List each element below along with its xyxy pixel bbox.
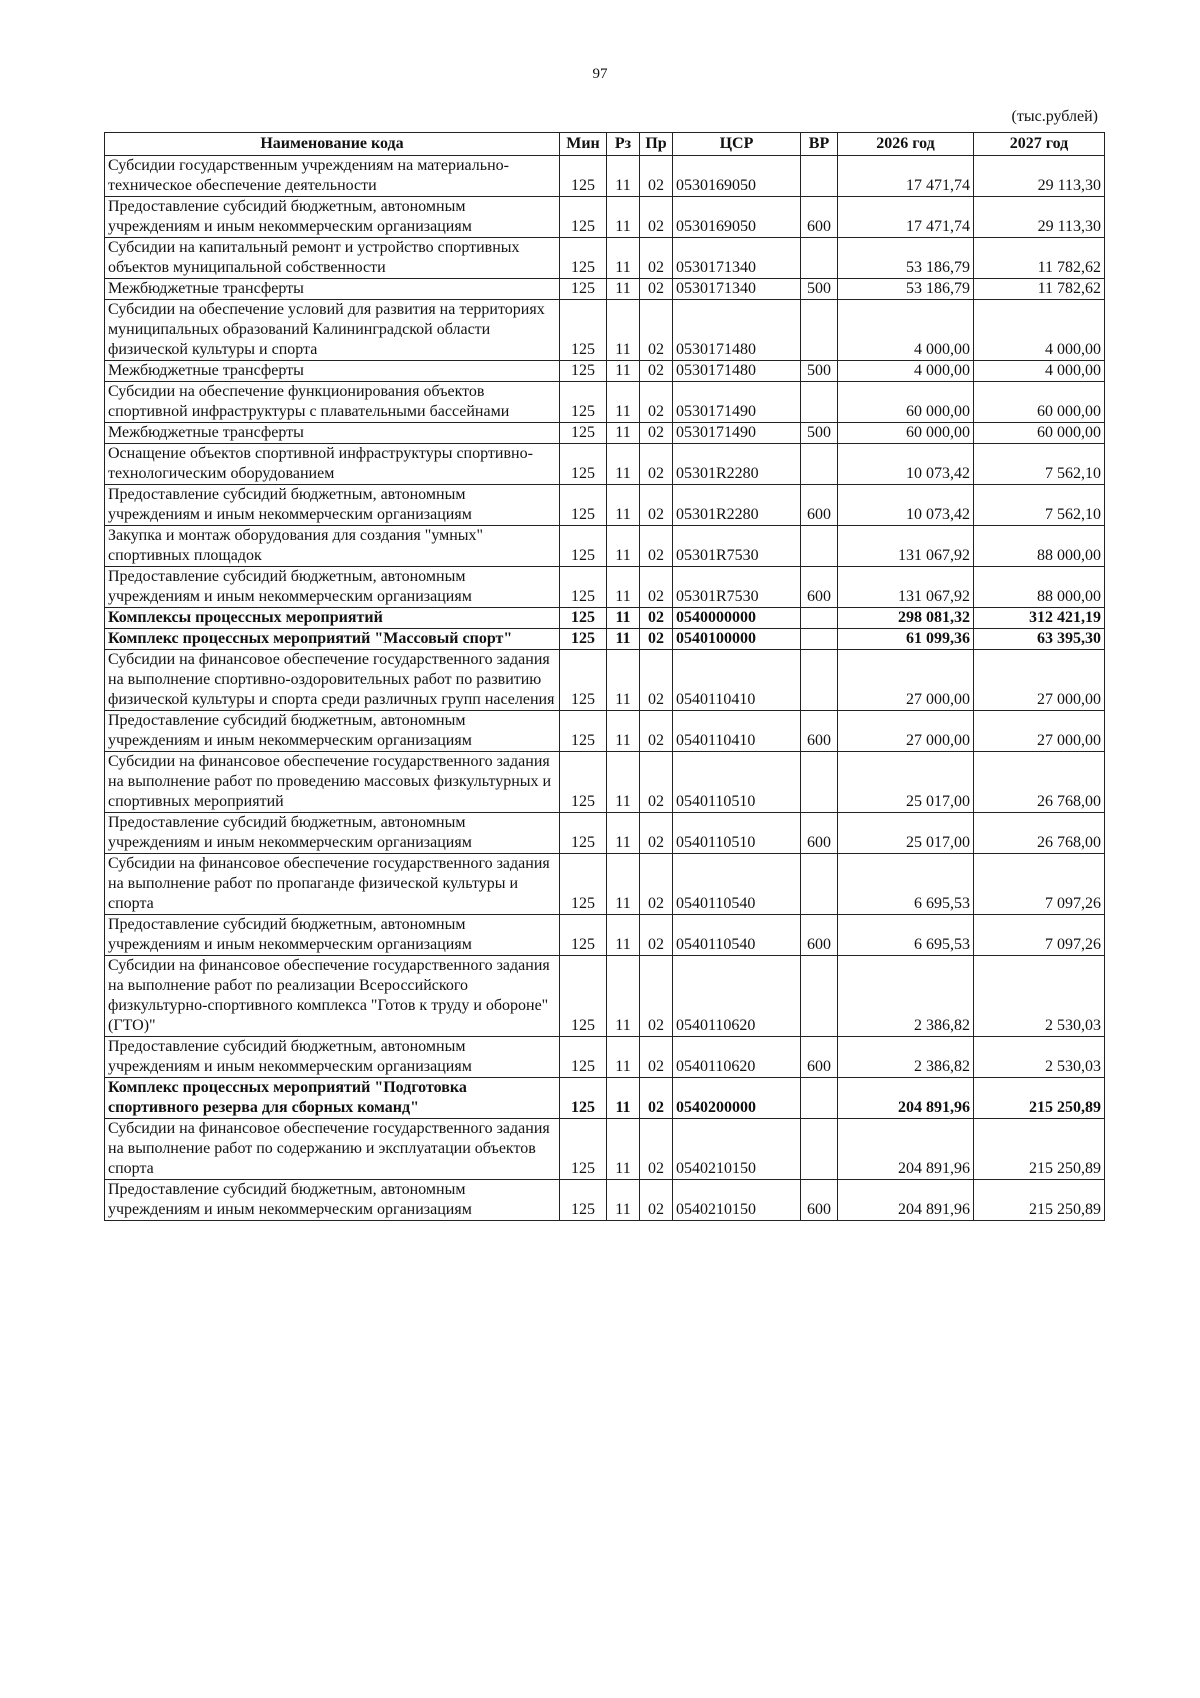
cell-2027: 2 530,03 — [974, 956, 1105, 1037]
table-row — [105, 300, 1105, 361]
cell-rz: 11 — [607, 526, 640, 567]
cell-pr: 02 — [640, 156, 673, 197]
cell-rz: 11 — [607, 1078, 640, 1119]
cell-vr: 500 — [801, 423, 838, 444]
cell-pr: 02 — [640, 1037, 673, 1078]
cell-name: Субсидии на финансовое обеспечение государственного задания на выполнение работ по содержанию и эксплуатации объектов спорта — [105, 1119, 560, 1180]
cell-vr — [801, 752, 838, 813]
cell-2026: 6 695,53 — [838, 854, 974, 915]
table-row — [105, 650, 1105, 711]
cell-rz: 11 — [607, 711, 640, 752]
cell-vr — [801, 526, 838, 567]
cell-rz: 11 — [607, 156, 640, 197]
cell-2027: 60 000,00 — [974, 382, 1105, 423]
cell-2027: 88 000,00 — [974, 567, 1105, 608]
cell-min: 125 — [560, 1180, 607, 1221]
cell-min: 125 — [560, 629, 607, 650]
cell-name: Предоставление субсидий бюджетным, автономным учреждениям и иным некоммерческим организациям — [105, 485, 560, 526]
cell-vr: 600 — [801, 567, 838, 608]
cell-name: Закупка и монтаж оборудования для создания "умных" спортивных площадок — [105, 526, 560, 567]
table-row — [105, 444, 1105, 485]
cell-min: 125 — [560, 915, 607, 956]
cell-vr — [801, 444, 838, 485]
cell-2026: 17 471,74 — [838, 197, 974, 238]
cell-2026: 4 000,00 — [838, 361, 974, 382]
cell-2027: 215 250,89 — [974, 1180, 1105, 1221]
cell-name: Субсидии на финансовое обеспечение государственного задания на выполнение работ по пропаганде физической культуры и спорта — [105, 854, 560, 915]
cell-pr: 02 — [640, 300, 673, 361]
cell-rz: 11 — [607, 197, 640, 238]
table-row — [105, 567, 1105, 608]
cell-vr — [801, 629, 838, 650]
cell-2026: 10 073,42 — [838, 485, 974, 526]
cell-csr: 0530171490 — [673, 423, 801, 444]
cell-2027: 4 000,00 — [974, 361, 1105, 382]
cell-2026: 10 073,42 — [838, 444, 974, 485]
col-header-rz: Рз — [607, 133, 640, 156]
cell-vr: 600 — [801, 711, 838, 752]
cell-name: Субсидии на финансовое обеспечение государственного задания на выполнение спортивно-оздоровительных работ по развитию физической культуры и спорта среди различных групп населения — [105, 650, 560, 711]
cell-2026: 17 471,74 — [838, 156, 974, 197]
cell-2026: 27 000,00 — [838, 650, 974, 711]
cell-name: Субсидии государственным учреждениям на материально-техническое обеспечение деятельности — [105, 156, 560, 197]
col-header-2026: 2026 год — [838, 133, 974, 156]
cell-min: 125 — [560, 156, 607, 197]
cell-pr: 02 — [640, 1119, 673, 1180]
cell-min: 125 — [560, 444, 607, 485]
cell-pr: 02 — [640, 650, 673, 711]
cell-rz: 11 — [607, 361, 640, 382]
cell-2027: 27 000,00 — [974, 650, 1105, 711]
cell-min: 125 — [560, 752, 607, 813]
cell-2026: 2 386,82 — [838, 956, 974, 1037]
cell-rz: 11 — [607, 300, 640, 361]
cell-2027: 7 562,10 — [974, 485, 1105, 526]
col-header-name: Наименование кода — [105, 133, 560, 156]
cell-pr: 02 — [640, 629, 673, 650]
table-row — [105, 485, 1105, 526]
cell-name: Комплексы процессных мероприятий — [105, 608, 560, 629]
cell-vr: 500 — [801, 361, 838, 382]
col-header-vr: ВР — [801, 133, 838, 156]
cell-vr: 600 — [801, 915, 838, 956]
cell-2026: 4 000,00 — [838, 300, 974, 361]
cell-csr: 0540110410 — [673, 650, 801, 711]
cell-rz: 11 — [607, 608, 640, 629]
cell-name: Субсидии на капитальный ремонт и устройство спортивных объектов муниципальной собственности — [105, 238, 560, 279]
cell-pr: 02 — [640, 1078, 673, 1119]
cell-2026: 60 000,00 — [838, 382, 974, 423]
table-row — [105, 1037, 1105, 1078]
cell-2027: 11 782,62 — [974, 238, 1105, 279]
cell-csr: 0540210150 — [673, 1180, 801, 1221]
cell-pr: 02 — [640, 813, 673, 854]
cell-min: 125 — [560, 608, 607, 629]
table-row — [105, 956, 1105, 1037]
cell-2027: 29 113,30 — [974, 156, 1105, 197]
cell-pr: 02 — [640, 956, 673, 1037]
table-row — [105, 813, 1105, 854]
cell-csr: 0530171480 — [673, 361, 801, 382]
cell-rz: 11 — [607, 752, 640, 813]
cell-rz: 11 — [607, 423, 640, 444]
table-row — [105, 423, 1105, 444]
cell-2027: 7 097,26 — [974, 854, 1105, 915]
cell-name: Субсидии на обеспечение условий для развития на территориях муниципальных образований Калининградской области физической культуры и спорта — [105, 300, 560, 361]
cell-min: 125 — [560, 197, 607, 238]
cell-vr — [801, 854, 838, 915]
cell-name: Предоставление субсидий бюджетным, автономным учреждениям и иным некоммерческим организациям — [105, 813, 560, 854]
cell-vr: 600 — [801, 1037, 838, 1078]
cell-2026: 27 000,00 — [838, 711, 974, 752]
cell-2027: 4 000,00 — [974, 300, 1105, 361]
cell-pr: 02 — [640, 608, 673, 629]
cell-csr: 0540000000 — [673, 608, 801, 629]
cell-name: Комплекс процессных мероприятий "Подготовка спортивного резерва для сборных команд" — [105, 1078, 560, 1119]
cell-2027: 215 250,89 — [974, 1078, 1105, 1119]
cell-rz: 11 — [607, 279, 640, 300]
cell-2026: 131 067,92 — [838, 567, 974, 608]
cell-2027: 26 768,00 — [974, 752, 1105, 813]
table-row — [105, 526, 1105, 567]
cell-2026: 298 081,32 — [838, 608, 974, 629]
cell-min: 125 — [560, 854, 607, 915]
cell-min: 125 — [560, 526, 607, 567]
cell-2027: 312 421,19 — [974, 608, 1105, 629]
table-row — [105, 1119, 1105, 1180]
table-row — [105, 197, 1105, 238]
cell-2026: 6 695,53 — [838, 915, 974, 956]
cell-pr: 02 — [640, 752, 673, 813]
cell-vr — [801, 238, 838, 279]
cell-csr: 05301R7530 — [673, 567, 801, 608]
table-row — [105, 1078, 1105, 1119]
cell-rz: 11 — [607, 238, 640, 279]
cell-pr: 02 — [640, 567, 673, 608]
cell-2026: 61 099,36 — [838, 629, 974, 650]
cell-name: Предоставление субсидий бюджетным, автономным учреждениям и иным некоммерческим организациям — [105, 567, 560, 608]
cell-vr — [801, 300, 838, 361]
cell-pr: 02 — [640, 485, 673, 526]
cell-pr: 02 — [640, 238, 673, 279]
cell-pr: 02 — [640, 711, 673, 752]
cell-2027: 26 768,00 — [974, 813, 1105, 854]
cell-vr — [801, 608, 838, 629]
cell-pr: 02 — [640, 279, 673, 300]
cell-min: 125 — [560, 423, 607, 444]
cell-rz: 11 — [607, 629, 640, 650]
cell-csr: 0540110620 — [673, 1037, 801, 1078]
cell-2027: 215 250,89 — [974, 1119, 1105, 1180]
cell-min: 125 — [560, 1119, 607, 1180]
cell-2027: 7 562,10 — [974, 444, 1105, 485]
table-row — [105, 915, 1105, 956]
table-row — [105, 1180, 1105, 1221]
cell-2026: 25 017,00 — [838, 752, 974, 813]
cell-rz: 11 — [607, 650, 640, 711]
units-label: (тыс.рублей) — [1011, 108, 1098, 125]
table-row — [105, 711, 1105, 752]
cell-2027: 2 530,03 — [974, 1037, 1105, 1078]
cell-csr: 05301R2280 — [673, 444, 801, 485]
cell-name: Субсидии на финансовое обеспечение государственного задания на выполнение работ по проведению массовых физкультурных и спортивных мероприятий — [105, 752, 560, 813]
cell-min: 125 — [560, 813, 607, 854]
cell-2026: 60 000,00 — [838, 423, 974, 444]
col-header-pr: Пр — [640, 133, 673, 156]
cell-vr — [801, 382, 838, 423]
cell-csr: 0540110540 — [673, 854, 801, 915]
cell-csr: 0530171480 — [673, 300, 801, 361]
cell-rz: 11 — [607, 382, 640, 423]
col-header-min: Мин — [560, 133, 607, 156]
table-row — [105, 608, 1105, 629]
cell-vr: 600 — [801, 197, 838, 238]
cell-vr — [801, 156, 838, 197]
cell-vr — [801, 1078, 838, 1119]
cell-2027: 88 000,00 — [974, 526, 1105, 567]
table-row — [105, 854, 1105, 915]
cell-name: Оснащение объектов спортивной инфраструктуры спортивно-технологическим оборудованием — [105, 444, 560, 485]
cell-rz: 11 — [607, 567, 640, 608]
cell-pr: 02 — [640, 361, 673, 382]
budget-table — [104, 132, 1105, 1221]
cell-pr: 02 — [640, 854, 673, 915]
cell-min: 125 — [560, 300, 607, 361]
cell-2027: 11 782,62 — [974, 279, 1105, 300]
cell-rz: 11 — [607, 444, 640, 485]
cell-csr: 0540100000 — [673, 629, 801, 650]
cell-rz: 11 — [607, 956, 640, 1037]
page-number: 97 — [592, 66, 608, 82]
cell-2026: 131 067,92 — [838, 526, 974, 567]
col-header-csr: ЦСР — [673, 133, 801, 156]
cell-vr: 500 — [801, 279, 838, 300]
cell-min: 125 — [560, 238, 607, 279]
cell-name: Межбюджетные трансферты — [105, 279, 560, 300]
cell-rz: 11 — [607, 1119, 640, 1180]
table-row — [105, 752, 1105, 813]
cell-pr: 02 — [640, 382, 673, 423]
col-header-2027: 2027 год — [974, 133, 1105, 156]
cell-csr: 0540210150 — [673, 1119, 801, 1180]
cell-csr: 0540110510 — [673, 813, 801, 854]
cell-csr: 0530171340 — [673, 238, 801, 279]
cell-rz: 11 — [607, 915, 640, 956]
cell-2026: 204 891,96 — [838, 1078, 974, 1119]
cell-csr: 0530169050 — [673, 156, 801, 197]
cell-pr: 02 — [640, 526, 673, 567]
table-row — [105, 238, 1105, 279]
cell-name: Предоставление субсидий бюджетным, автономным учреждениям и иным некоммерческим организациям — [105, 1037, 560, 1078]
cell-min: 125 — [560, 361, 607, 382]
cell-min: 125 — [560, 650, 607, 711]
cell-pr: 02 — [640, 423, 673, 444]
cell-min: 125 — [560, 485, 607, 526]
table-header-row — [105, 133, 1105, 156]
cell-min: 125 — [560, 711, 607, 752]
cell-2026: 25 017,00 — [838, 813, 974, 854]
cell-2026: 2 386,82 — [838, 1037, 974, 1078]
cell-csr: 0540110510 — [673, 752, 801, 813]
cell-rz: 11 — [607, 1037, 640, 1078]
cell-vr: 600 — [801, 485, 838, 526]
cell-min: 125 — [560, 1078, 607, 1119]
cell-2027: 7 097,26 — [974, 915, 1105, 956]
cell-2026: 53 186,79 — [838, 279, 974, 300]
cell-vr — [801, 650, 838, 711]
cell-min: 125 — [560, 279, 607, 300]
cell-csr: 0540110410 — [673, 711, 801, 752]
cell-pr: 02 — [640, 197, 673, 238]
cell-2027: 27 000,00 — [974, 711, 1105, 752]
table-row — [105, 156, 1105, 197]
cell-csr: 05301R7530 — [673, 526, 801, 567]
cell-name: Субсидии на финансовое обеспечение государственного задания на выполнение работ по реализации Всероссийского физкультурно-спортивного комплекса "Готов к труду и обороне" (ГТО)" — [105, 956, 560, 1037]
cell-name: Межбюджетные трансферты — [105, 423, 560, 444]
cell-2026: 204 891,96 — [838, 1119, 974, 1180]
cell-min: 125 — [560, 956, 607, 1037]
cell-vr — [801, 1119, 838, 1180]
cell-csr: 0540110540 — [673, 915, 801, 956]
cell-name: Предоставление субсидий бюджетным, автономным учреждениям и иным некоммерческим организациям — [105, 1180, 560, 1221]
cell-name: Предоставление субсидий бюджетным, автономным учреждениям и иным некоммерческим организациям — [105, 711, 560, 752]
cell-min: 125 — [560, 567, 607, 608]
table-row — [105, 629, 1105, 650]
cell-pr: 02 — [640, 444, 673, 485]
cell-csr: 0540200000 — [673, 1078, 801, 1119]
cell-csr: 05301R2280 — [673, 485, 801, 526]
cell-pr: 02 — [640, 915, 673, 956]
table-row — [105, 382, 1105, 423]
cell-vr: 600 — [801, 813, 838, 854]
cell-name: Предоставление субсидий бюджетным, автономным учреждениям и иным некоммерческим организациям — [105, 915, 560, 956]
cell-rz: 11 — [607, 1180, 640, 1221]
cell-csr: 0530171490 — [673, 382, 801, 423]
cell-name: Межбюджетные трансферты — [105, 361, 560, 382]
cell-name: Субсидии на обеспечение функционирования объектов спортивной инфраструктуры с плавательными бассейнами — [105, 382, 560, 423]
cell-rz: 11 — [607, 813, 640, 854]
cell-csr: 0540110620 — [673, 956, 801, 1037]
cell-min: 125 — [560, 1037, 607, 1078]
cell-2027: 60 000,00 — [974, 423, 1105, 444]
cell-name: Предоставление субсидий бюджетным, автономным учреждениям и иным некоммерческим организациям — [105, 197, 560, 238]
cell-vr: 600 — [801, 1180, 838, 1221]
cell-rz: 11 — [607, 485, 640, 526]
cell-rz: 11 — [607, 854, 640, 915]
cell-name: Комплекс процессных мероприятий "Массовый спорт" — [105, 629, 560, 650]
table-body — [105, 156, 1105, 1221]
cell-2026: 204 891,96 — [838, 1180, 974, 1221]
cell-min: 125 — [560, 382, 607, 423]
cell-2027: 29 113,30 — [974, 197, 1105, 238]
table-row — [105, 361, 1105, 382]
cell-2027: 63 395,30 — [974, 629, 1105, 650]
cell-2026: 53 186,79 — [838, 238, 974, 279]
cell-pr: 02 — [640, 1180, 673, 1221]
cell-csr: 0530171340 — [673, 279, 801, 300]
cell-csr: 0530169050 — [673, 197, 801, 238]
table-row — [105, 279, 1105, 300]
cell-vr — [801, 956, 838, 1037]
